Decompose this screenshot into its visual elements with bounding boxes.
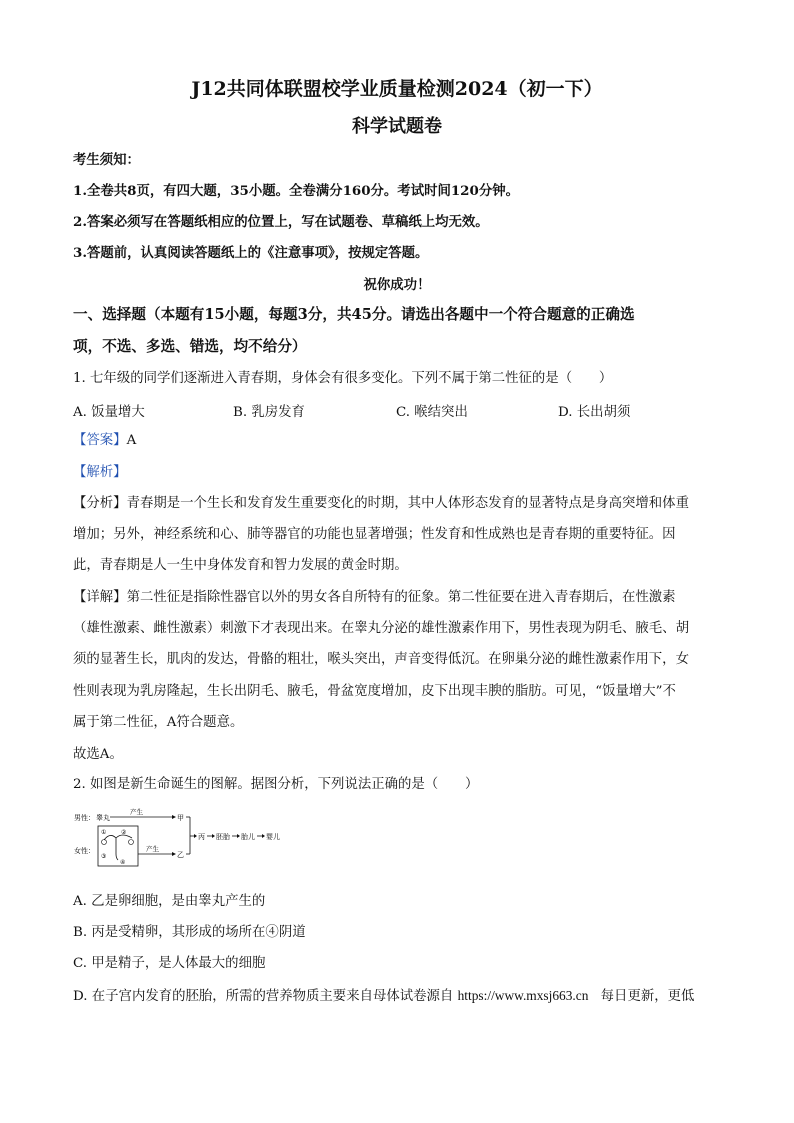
q1-stem: 1. 七年级的同学们逐渐进入青春期，身体会有很多变化。下列不属于第二性征的是（ ） <box>73 371 613 386</box>
page-subtitle: 科学试题卷 <box>352 116 442 137</box>
q2-option-d: D. 在子宫内发育的胚胎，所需的营养物质主要来自母体试卷源自 <box>73 989 454 1004</box>
male-label: 男性： <box>74 814 95 822</box>
ovary-right <box>129 840 134 845</box>
notice-item-2: 2.答案必须写在答题纸相应的位置上，写在试题卷、草稿纸上均无效。 <box>73 214 489 230</box>
q1-xiangjie-line-1 <box>73 589 723 607</box>
xiangjie-tag: 【详解】 <box>73 590 127 605</box>
q1-fenxi-line-3: 此，青春期是人一生中身体发育和智力发展的黄金时期。 <box>73 558 408 573</box>
fenxi-text-1: 青春期是一个生长和发育发生重要变化的时期，其中人体形态发育的显著特点是身高突增和体重 <box>126 496 689 511</box>
q2-stem: 2. 如图是新生命诞生的图解。据图分析，下列说法正确的是（ ） <box>73 777 479 792</box>
male-produce-label: 产生 <box>130 808 143 816</box>
marker-4: ④ <box>120 859 126 866</box>
arrowhead-baby <box>262 834 265 838</box>
q2-option-a: A. 乙是卵细胞，是由睾丸产生的 <box>73 894 266 909</box>
female-produce-label: 产生 <box>146 845 159 853</box>
marker-2: ② <box>121 829 127 836</box>
marker-1: ① <box>101 829 107 836</box>
female-label: 女性： <box>74 847 95 855</box>
q1-xiangjie-line-2: （雄性激素、雌性激素）刺激下才表现出来。在睾丸分泌的雄性激素作用下，男性表现为阴毛、腋毛、胡 <box>73 621 689 636</box>
q1-xiangjie-line-5: 属于第二性征，A符合题意。 <box>73 715 244 730</box>
q1-option-b: B. 乳房发育 <box>233 405 305 420</box>
q1-xiangjie-line-3: 须的显著生长，肌肉的发达，骨骼的粗壮，喉头突出，声音变得低沉。在卵巢分泌的雌性激素作用下，女 <box>73 652 689 667</box>
q1-xiangjie-line-4: 性则表现为乳房隆起，生长出阴毛、腋毛，骨盆宽度增加，皮下出现丰腴的脂肪。可见，“饭量增大”不 <box>73 684 676 699</box>
daily-update-text: 每日更新，更低 <box>600 989 695 1004</box>
wish-text: 祝你成功！ <box>363 277 431 293</box>
notice-item-3: 3.答题前，认真阅读答题纸上的《注意事项》，按规定答题。 <box>73 245 429 261</box>
bing-label: 丙 <box>198 833 205 841</box>
join-arrowhead <box>194 834 197 838</box>
section1-heading-line2: 项，不选、多选、错选，均不给分） <box>73 338 307 355</box>
q1-option-d: D. 长出胡须 <box>558 405 631 420</box>
q2-option-b: B. 丙是受精卵，其形成的场所在④阴道 <box>73 925 306 940</box>
answer-tag: 【答案】 <box>73 433 127 448</box>
q1-analysis-line <box>73 464 723 482</box>
female-arrowhead <box>172 852 176 856</box>
xiangjie-text-1: 第二性征是指除性器官以外的男女各自所特有的征象。第二性征要在进入青春期后，在性激素 <box>126 590 676 605</box>
fetus-label: 胎儿 <box>241 833 255 841</box>
ovary-left <box>102 840 107 845</box>
testis-label: 睾丸 <box>96 814 110 822</box>
male-arrowhead <box>172 815 176 819</box>
source-url-link[interactable]: https://www.mxsj663.cn <box>457 988 589 1003</box>
yi-label: 乙 <box>177 851 184 859</box>
notice-heading: 考生须知： <box>73 152 140 168</box>
arrowhead-fetus <box>237 834 240 838</box>
q1-fenxi-line-2: 增加；另外，神经系统和心、肺等器官的功能也显著增强；性发育和性成熟也是青春期的重要特征。因 <box>73 527 676 542</box>
q1-option-c: C. 喉结突出 <box>396 405 468 420</box>
uterus-shape <box>104 835 132 860</box>
notice-item-1: 1.全卷共8页，有四大题，35小题。全卷满分160分。考试时间120分钟。 <box>73 183 519 199</box>
section1-heading-line1: 一、选择题（本题有15小题，每题3分，共45分。请选出各题中一个符合题意的正确选 <box>73 306 635 323</box>
q1-conclusion: 故选A。 <box>73 747 123 762</box>
q1-fenxi-line-1 <box>73 495 723 513</box>
embryo-label: 胚胎 <box>216 833 230 841</box>
q2-option-c: C. 甲是精子，是人体最大的细胞 <box>73 956 266 971</box>
life-formation-diagram <box>74 806 294 870</box>
analysis-tag: 【解析】 <box>73 465 127 480</box>
baby-label: 婴儿 <box>266 833 280 841</box>
q2-option-d-line <box>73 987 723 1006</box>
answer-value: A <box>126 433 137 448</box>
jia-label: 甲 <box>177 814 184 822</box>
fenxi-tag: 【分析】 <box>73 496 127 511</box>
marker-3: ③ <box>101 853 107 860</box>
q1-option-a: A. 饭量增大 <box>73 405 145 420</box>
page-title: J12共同体联盟校学业质量检测2024（初一下） <box>191 78 603 100</box>
arrowhead-embryo <box>212 834 215 838</box>
q1-answer-line <box>73 432 723 450</box>
